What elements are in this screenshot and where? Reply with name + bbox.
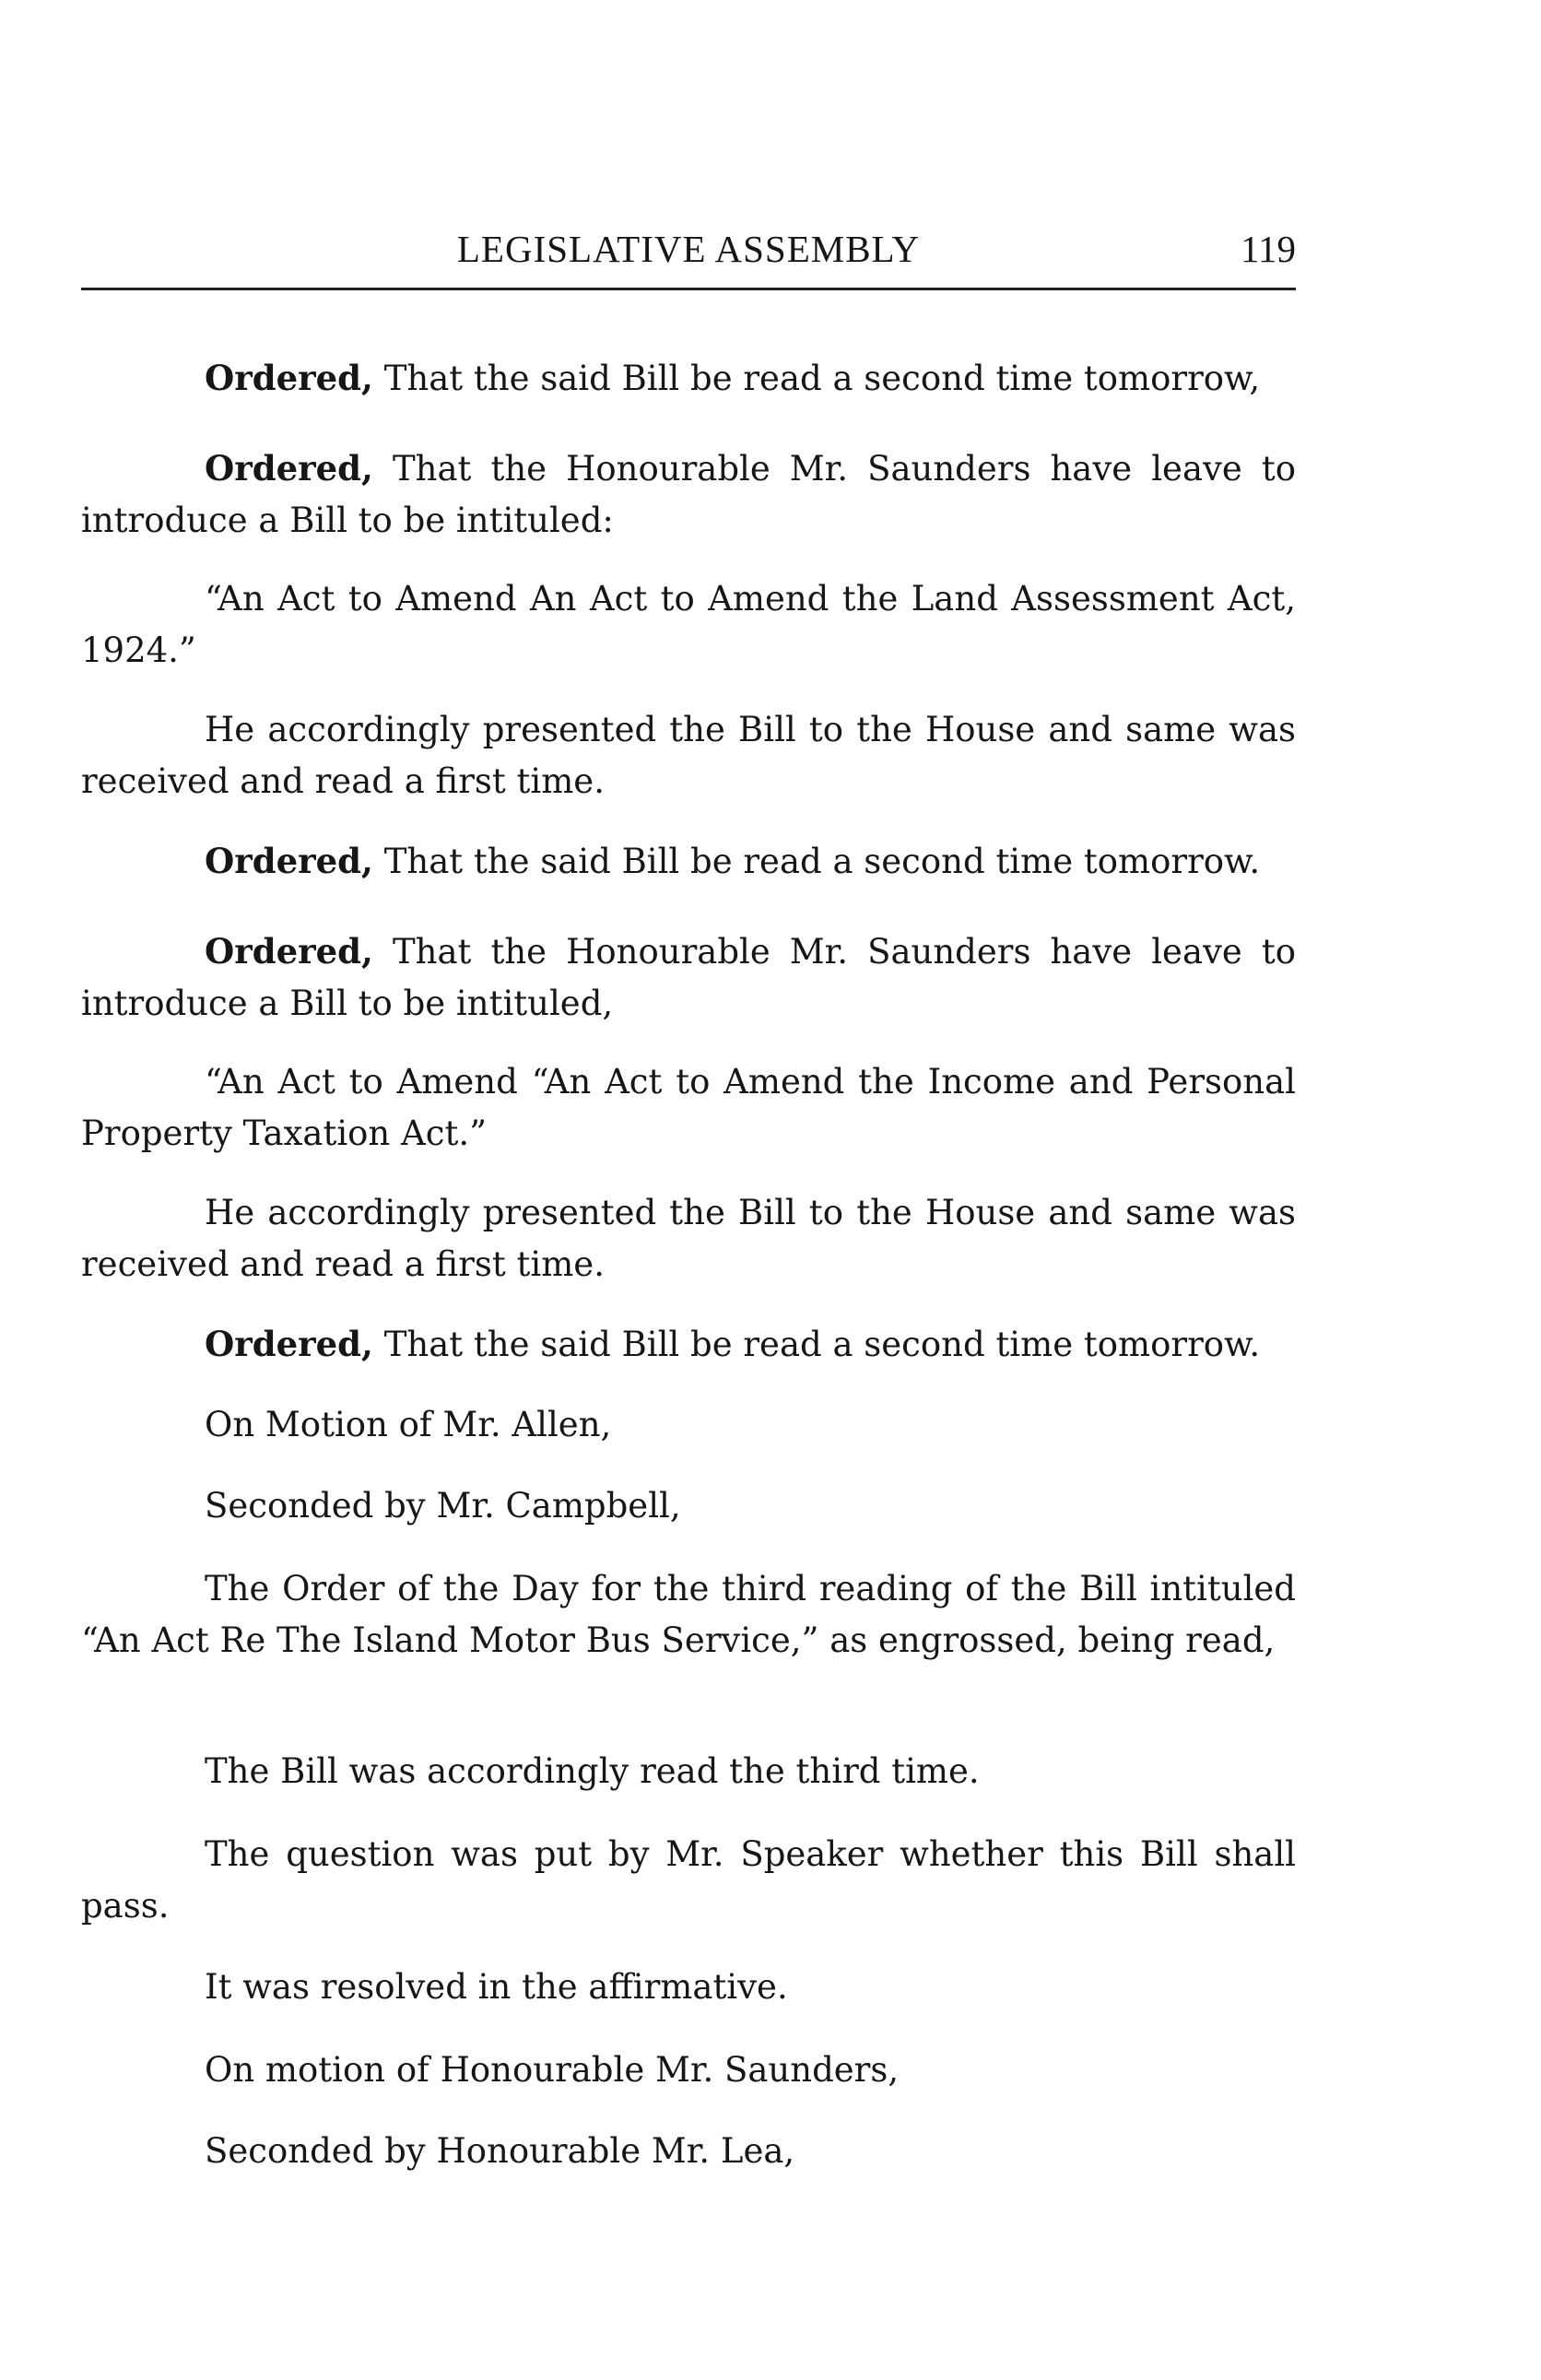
paragraph-14	[81, 1829, 1296, 1932]
paragraph-11	[81, 1480, 1296, 1532]
paragraph-10	[81, 1399, 1296, 1451]
paragraph-8	[81, 1187, 1296, 1290]
page-number: 119	[1241, 228, 1296, 270]
ordered-label: Ordered,	[205, 1324, 373, 1364]
bill-title: “An Act to Amend “An Act to Amend the Income and Personal Property Taxation Act.”	[81, 1062, 1296, 1153]
paragraph-text: The Bill was accordingly read the third time.	[205, 1751, 980, 1791]
paragraph-text: He accordingly presented the Bill to the House and same was received and read a first time.	[81, 1193, 1296, 1284]
paragraph-text: He accordingly presented the Bill to the House and same was received and read a first time.	[81, 710, 1296, 801]
ordered-label: Ordered,	[205, 448, 373, 489]
paragraph-text: The question was put by Mr. Speaker whether this Bill shall pass.	[81, 1834, 1296, 1926]
paragraph-text: That the Honourable Mr. Saunders have leave to introduce a Bill to be intituled,	[81, 932, 1296, 1023]
paragraph-text: The Order of the Day for the third reading of the Bill intituled “An Act Re The Island Motor Bus Service,” as engrossed, being read,	[81, 1569, 1296, 1660]
paragraph-15	[81, 1962, 1296, 2013]
paragraph-6	[81, 925, 1296, 1030]
paragraph-text: That the Honourable Mr. Saunders have leave to introduce a Bill to be intituled:	[81, 449, 1296, 540]
paragraph-text: That the said Bill be read a second time tomorrow.	[372, 1325, 1261, 1364]
paragraph-9	[81, 1318, 1296, 1371]
paragraph-4	[81, 704, 1296, 807]
paragraph-text: On motion of Honourable Mr. Saunders,	[205, 2050, 900, 2090]
paragraph-3	[81, 573, 1296, 677]
paragraph-16	[81, 2044, 1296, 2096]
paragraph-13	[81, 1746, 1296, 1797]
paragraph-12	[81, 1563, 1296, 1667]
paragraph-text: That the said Bill be read a second time tomorrow.	[372, 842, 1261, 881]
paragraph-7	[81, 1056, 1296, 1160]
page-header	[81, 224, 1296, 279]
bill-title: “An Act to Amend An Act to Amend the Land Assessment Act, 1924.”	[81, 579, 1296, 670]
paragraph-text: Seconded by Honourable Mr. Lea,	[205, 2131, 795, 2171]
paragraph-1	[81, 352, 1296, 405]
paragraph-5	[81, 835, 1296, 888]
ordered-label: Ordered,	[205, 841, 373, 881]
paragraph-text: It was resolved in the affirmative.	[205, 1967, 788, 2007]
ordered-label: Ordered,	[205, 931, 373, 972]
header-rule	[81, 288, 1296, 290]
paragraph-17	[81, 2126, 1296, 2177]
paragraph-text: On Motion of Mr. Allen,	[205, 1405, 612, 1444]
ordered-label: Ordered,	[205, 358, 373, 398]
paragraph-text: That the said Bill be read a second time tomorrow,	[372, 359, 1261, 398]
running-head-title: LEGISLATIVE ASSEMBLY	[456, 228, 921, 270]
paragraph-text: Seconded by Mr. Campbell,	[205, 1486, 681, 1526]
paragraph-2	[81, 442, 1296, 547]
